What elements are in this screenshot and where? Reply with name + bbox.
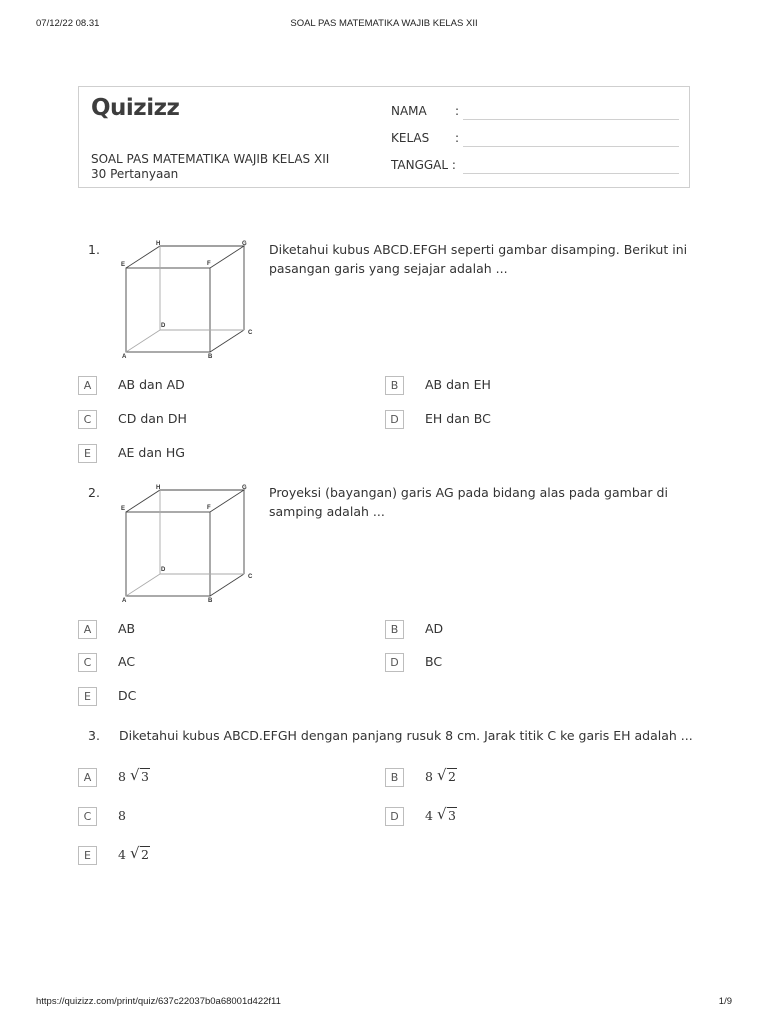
option-letter: C xyxy=(78,653,97,672)
vertex-b: B xyxy=(208,598,213,604)
coefficient: 8 xyxy=(118,808,126,823)
option-math xyxy=(425,766,457,784)
coefficient: 8 xyxy=(425,769,433,784)
option-letter: B xyxy=(385,768,404,787)
class-label: KELAS xyxy=(391,131,430,145)
option-text: AE dan HG xyxy=(118,445,185,460)
question-2-number: 2. xyxy=(88,485,100,500)
name-label: NAMA xyxy=(391,104,427,118)
cube-diagram-2 xyxy=(118,482,258,604)
vertex-e: E xyxy=(121,262,126,268)
vertex-a: A xyxy=(122,598,127,604)
option-letter: A xyxy=(78,376,97,395)
quizizz-logo: Quizizz xyxy=(91,95,180,121)
option-text: AC xyxy=(118,654,136,669)
option-text: BC xyxy=(425,654,443,669)
option-math xyxy=(118,844,150,862)
option-text: AB xyxy=(118,621,136,636)
vertex-c: C xyxy=(248,574,253,580)
option-text: DC xyxy=(118,688,137,703)
option-letter: B xyxy=(385,376,404,395)
radicand: 2 xyxy=(140,847,149,862)
vertex-c: C xyxy=(248,330,253,336)
vertex-f: F xyxy=(207,505,211,511)
option-text: AB dan EH xyxy=(425,377,491,392)
option-math xyxy=(118,808,126,823)
radicand: 3 xyxy=(447,808,456,823)
coefficient: 4 xyxy=(118,847,126,862)
option-text: CD dan DH xyxy=(118,411,187,426)
quiz-title: SOAL PAS MATEMATIKA WAJIB KELAS XII xyxy=(91,152,330,166)
option-letter: D xyxy=(385,410,404,429)
question-2-text: Proyeksi (bayangan) garis AG pada bidang alas pada gambar di samping adalah ... xyxy=(269,485,668,519)
question-3-text: Diketahui kubus ABCD.EFGH dengan panjang rusuk 8 cm. Jarak titik C ke garis EH adalah ... xyxy=(119,728,693,743)
quiz-header-box xyxy=(78,86,690,188)
option-letter: A xyxy=(78,620,97,639)
option-text: AB dan AD xyxy=(118,377,185,392)
vertex-f: F xyxy=(207,261,211,267)
option-letter: B xyxy=(385,620,404,639)
vertex-a: A xyxy=(122,354,127,360)
option-letter: C xyxy=(78,410,97,429)
vertex-d: D xyxy=(161,567,166,573)
option-letter: A xyxy=(78,768,97,787)
print-datetime: 07/12/22 08.31 xyxy=(36,18,100,29)
sqrt-symbol: √ 3 xyxy=(436,805,456,823)
radicand: 2 xyxy=(447,769,456,784)
date-line[interactable] xyxy=(463,173,679,174)
question-3-number: 3. xyxy=(88,728,100,743)
class-line[interactable] xyxy=(463,146,679,147)
vertex-g: G xyxy=(242,241,247,247)
vertex-h: H xyxy=(156,485,161,491)
option-letter: D xyxy=(385,807,404,826)
option-letter: D xyxy=(385,653,404,672)
option-letter: C xyxy=(78,807,97,826)
option-text: AD xyxy=(425,621,444,636)
name-colon: : xyxy=(455,104,460,118)
sqrt-symbol: √ 3 xyxy=(129,766,149,784)
print-url[interactable]: https://quizizz.com/print/quiz/637c22037b0a68001d422f11 xyxy=(36,996,281,1007)
question-count: 30 Pertanyaan xyxy=(91,167,179,181)
question-1-text: Diketahui kubus ABCD.EFGH seperti gambar disamping. Berikut ini pasangan garis yang sejajar adalah ... xyxy=(269,242,688,276)
vertex-d: D xyxy=(161,323,166,329)
option-letter: E xyxy=(78,444,97,463)
sqrt-symbol: √ 2 xyxy=(436,766,456,784)
option-letter: E xyxy=(78,846,97,865)
vertex-g: G xyxy=(242,485,247,491)
sqrt-symbol: √ 2 xyxy=(129,844,149,862)
vertex-b: B xyxy=(208,354,213,360)
print-doc-title: SOAL PAS MATEMATIKA WAJIB KELAS XII xyxy=(290,18,478,29)
page-number: 1/9 xyxy=(718,996,732,1007)
name-line[interactable] xyxy=(463,119,679,120)
option-math xyxy=(425,805,457,823)
radicand: 3 xyxy=(140,769,149,784)
option-text: EH dan BC xyxy=(425,411,491,426)
coefficient: 8 xyxy=(118,769,126,784)
vertex-e: E xyxy=(121,506,126,512)
cube-diagram-1 xyxy=(118,238,258,360)
class-colon: : xyxy=(455,131,460,145)
date-label: TANGGAL : xyxy=(391,158,456,172)
option-math xyxy=(118,766,150,784)
vertex-h: H xyxy=(156,241,161,247)
coefficient: 4 xyxy=(425,808,433,823)
option-letter: E xyxy=(78,687,97,706)
question-1-number: 1. xyxy=(88,242,100,257)
